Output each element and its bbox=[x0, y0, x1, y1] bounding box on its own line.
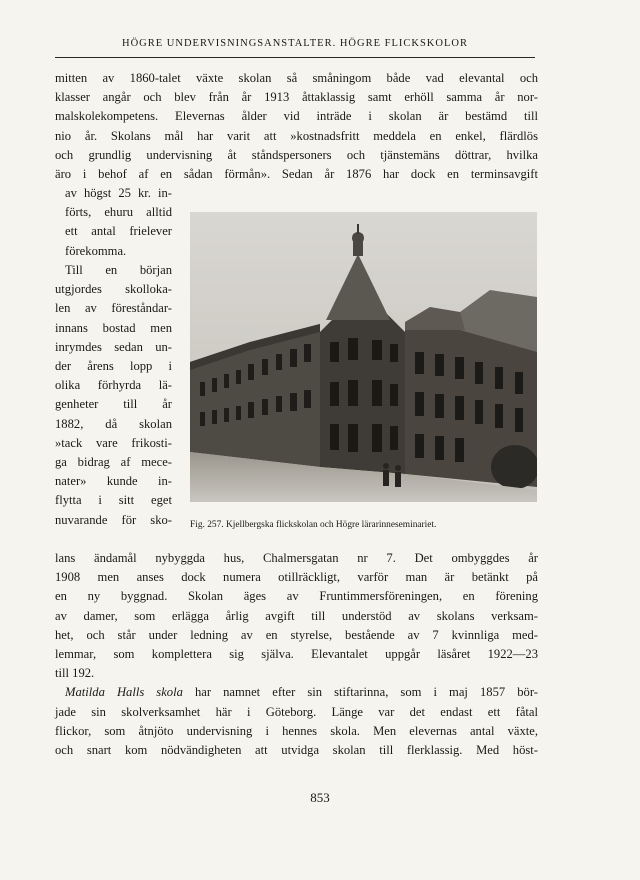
text-line: jade sin skolverksamhet här i Göteborg. Länge var det endast ett fåtal bbox=[55, 704, 538, 719]
top-paragraph bbox=[55, 69, 538, 184]
text-line: ga bidrag af mece- bbox=[55, 455, 172, 470]
text-line: nio år. Skolans mål har varit att »kostnadsfritt meddela en enkel, flärdlös bbox=[55, 128, 538, 143]
text-line: innans bostad men bbox=[55, 320, 172, 335]
text-line: utgjordes skolloka- bbox=[55, 282, 172, 297]
figure-caption: Fig. 257. Kjellbergska flickskolan och Högre lärarinneseminariet. bbox=[190, 520, 437, 530]
text-run: har namnet efter sin stiftarinna, som i maj 1857 bör- bbox=[182, 685, 538, 700]
text-line: lans ändamål nybyggda hus, Chalmersgatan nr 7. Det ombyggdes år bbox=[55, 551, 538, 565]
text-line: 1882, då skolan bbox=[55, 416, 172, 431]
text-line: »tack vare frikosti- bbox=[55, 435, 172, 450]
text-line: flytta i sitt eget bbox=[55, 493, 172, 508]
text-line: nuvarande för sko- bbox=[55, 512, 172, 527]
running-header: HÖGRE UNDERVISNINGSANSTALTER. HÖGRE FLICKSKOLOR bbox=[122, 38, 468, 49]
text-line: genheter till år bbox=[55, 397, 172, 412]
side-column-text-2 bbox=[55, 261, 172, 530]
text-line: förekomma. bbox=[65, 243, 127, 258]
text-line: av damer, som erlägga årlig avgift till understöd av skolans verksam- bbox=[55, 608, 538, 623]
text-line: till 192. bbox=[55, 666, 95, 681]
text-line: olika förhyrda lä- bbox=[55, 378, 172, 393]
text-line: malskolekompetens. Elevernas ålder vid inträde i skolan är bestämd till bbox=[55, 109, 538, 124]
side-column-text bbox=[65, 184, 172, 261]
page-number: 853 bbox=[310, 790, 330, 805]
text-line: 1908 men anses dock numera otillräckligt, varför man är betänkt på bbox=[55, 570, 538, 585]
text-line: flickor, som åtnjöto undervisning i hennes skola. Men elevernas antal växte, bbox=[55, 723, 538, 738]
bottom-paragraph bbox=[55, 549, 538, 760]
text-line: och snart kom nödvändigheten att utvidga skolan till flerklassig. Med höst- bbox=[55, 743, 538, 758]
italic-school-name: Matilda Halls skola bbox=[65, 685, 183, 700]
text-line: der årens lopp i bbox=[55, 359, 172, 374]
text-line: len av föreståndar- bbox=[55, 301, 172, 316]
text-line: och grundlig undervisning åt ståndspersoners och tjänstemäns döttrar, hvilka bbox=[55, 147, 538, 162]
text-line: nater» kunde in- bbox=[55, 474, 172, 489]
text-line: inrymdes sedan un- bbox=[55, 339, 172, 354]
header-rule bbox=[55, 57, 535, 58]
building-photograph bbox=[190, 212, 537, 502]
text-line: klasser angår och blev från år 1913 åttaklassig samt erhöll samma år nor- bbox=[55, 90, 538, 105]
text-line: av högst 25 kr. in- bbox=[65, 186, 172, 200]
text-line bbox=[55, 683, 538, 702]
text-line: en ny byggnad. Skolan äges av Fruntimmersföreningen, en förening bbox=[55, 589, 538, 604]
text-line: äro i behof af en sådan förmån». Sedan år 1876 har dock en terminsavgift bbox=[55, 167, 538, 182]
text-line: mitten av 1860-talet växte skolan så småningom både vad elevantal och bbox=[55, 71, 538, 85]
text-line: het, och står under ledning av en styrelse, bestående av 7 kvinnliga med- bbox=[55, 627, 538, 642]
text-line: förts, ehuru alltid bbox=[65, 205, 172, 220]
text-line: lemmar, som komplettera sig själva. Elevantalet uppgår läsåret 1922—23 bbox=[55, 647, 538, 662]
text-line: ett antal frielever bbox=[65, 224, 172, 239]
text-line: Till en början bbox=[65, 263, 172, 277]
